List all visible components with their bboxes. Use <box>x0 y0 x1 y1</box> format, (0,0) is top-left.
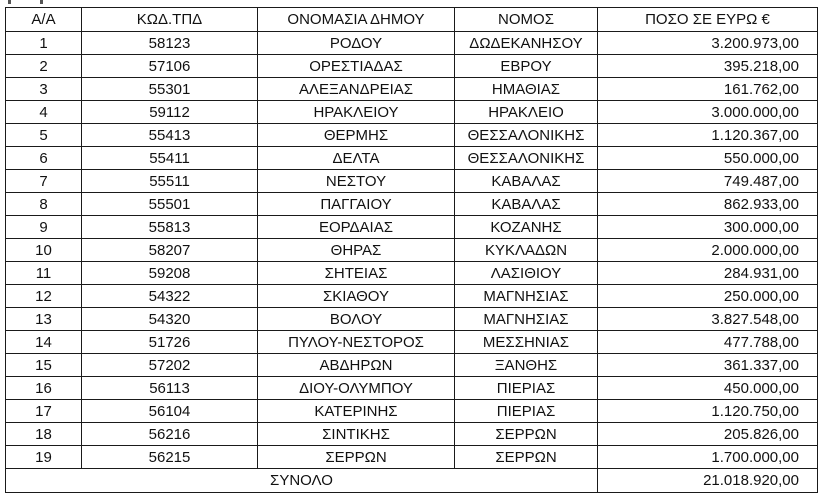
row-code: 55413 <box>82 124 258 147</box>
row-prefecture: ΜΑΓΝΗΣΙΑΣ <box>455 285 598 308</box>
row-prefecture: ΚΟΖΑΝΗΣ <box>455 216 598 239</box>
row-prefecture: ΠΙΕΡΙΑΣ <box>455 400 598 423</box>
row-aa: 16 <box>6 377 82 400</box>
row-amount: 161.762,00 <box>598 78 818 101</box>
row-municipality: ΝΕΣΤΟΥ <box>258 170 455 193</box>
header-code: ΚΩΔ.ΤΠΔ <box>82 8 258 32</box>
row-code: 58123 <box>82 32 258 55</box>
row-aa: 15 <box>6 354 82 377</box>
row-code: 57202 <box>82 354 258 377</box>
table-row <box>6 285 818 308</box>
row-aa: 10 <box>6 239 82 262</box>
row-code: 57106 <box>82 55 258 78</box>
row-amount: 3.000.000,00 <box>598 101 818 124</box>
municipality-funding-table <box>5 7 818 493</box>
row-aa: 4 <box>6 101 82 124</box>
row-aa: 12 <box>6 285 82 308</box>
row-municipality: ΗΡΑΚΛΕΙΟΥ <box>258 101 455 124</box>
table-row <box>6 308 818 331</box>
total-amount: 21.018.920,00 <box>598 469 818 493</box>
row-aa: 9 <box>6 216 82 239</box>
row-amount: 1.700.000,00 <box>598 446 818 469</box>
table-row <box>6 78 818 101</box>
table-row <box>6 32 818 55</box>
row-code: 55813 <box>82 216 258 239</box>
total-row <box>6 469 818 493</box>
table-row <box>6 423 818 446</box>
row-code: 56104 <box>82 400 258 423</box>
fragment-mark <box>40 0 43 4</box>
row-aa: 19 <box>6 446 82 469</box>
row-municipality: ΣΕΡΡΩΝ <box>258 446 455 469</box>
row-code: 54320 <box>82 308 258 331</box>
table-row <box>6 354 818 377</box>
header-amount: ΠΟΣΟ ΣΕ ΕΥΡΩ € <box>598 8 818 32</box>
table-row <box>6 239 818 262</box>
row-municipality: ΔΙΟΥ-ΟΛΥΜΠΟΥ <box>258 377 455 400</box>
row-amount: 205.826,00 <box>598 423 818 446</box>
row-prefecture: ΣΕΡΡΩΝ <box>455 446 598 469</box>
table-row <box>6 216 818 239</box>
row-code: 54322 <box>82 285 258 308</box>
row-municipality: ΑΛΕΞΑΝΔΡΕΙΑΣ <box>258 78 455 101</box>
row-municipality: ΒΟΛΟΥ <box>258 308 455 331</box>
row-code: 51726 <box>82 331 258 354</box>
row-aa: 3 <box>6 78 82 101</box>
row-amount: 550.000,00 <box>598 147 818 170</box>
row-prefecture: ΗΡΑΚΛΕΙΟ <box>455 101 598 124</box>
row-amount: 250.000,00 <box>598 285 818 308</box>
row-municipality: ΑΒΔΗΡΩΝ <box>258 354 455 377</box>
row-aa: 14 <box>6 331 82 354</box>
table-row <box>6 400 818 423</box>
row-municipality: ΔΕΛΤΑ <box>258 147 455 170</box>
row-amount: 395.218,00 <box>598 55 818 78</box>
table-row <box>6 101 818 124</box>
row-amount: 300.000,00 <box>598 216 818 239</box>
row-municipality: ΚΑΤΕΡΙΝΗΣ <box>258 400 455 423</box>
row-prefecture: ΜΑΓΝΗΣΙΑΣ <box>455 308 598 331</box>
table-row <box>6 55 818 78</box>
row-prefecture: ΞΑΝΘΗΣ <box>455 354 598 377</box>
row-aa: 7 <box>6 170 82 193</box>
row-prefecture: ΚΑΒΑΛΑΣ <box>455 170 598 193</box>
table-row <box>6 170 818 193</box>
row-municipality: ΘΕΡΜΗΣ <box>258 124 455 147</box>
row-municipality: ΘΗΡΑΣ <box>258 239 455 262</box>
row-prefecture: ΗΜΑΘΙΑΣ <box>455 78 598 101</box>
total-label: ΣΥΝΟΛΟ <box>6 469 598 493</box>
fragment-mark <box>8 0 11 4</box>
row-code: 55411 <box>82 147 258 170</box>
table-row <box>6 377 818 400</box>
row-aa: 5 <box>6 124 82 147</box>
row-amount: 3.200.973,00 <box>598 32 818 55</box>
row-prefecture: ΔΩΔΕΚΑΝΗΣΟΥ <box>455 32 598 55</box>
row-prefecture: ΕΒΡΟΥ <box>455 55 598 78</box>
table-row <box>6 193 818 216</box>
row-prefecture: ΚΑΒΑΛΑΣ <box>455 193 598 216</box>
row-code: 55511 <box>82 170 258 193</box>
row-code: 56113 <box>82 377 258 400</box>
row-code: 55501 <box>82 193 258 216</box>
row-aa: 8 <box>6 193 82 216</box>
row-municipality: ΣΚΙΑΘΟΥ <box>258 285 455 308</box>
row-amount: 1.120.367,00 <box>598 124 818 147</box>
row-prefecture: ΘΕΣΣΑΛΟΝΙΚΗΣ <box>455 147 598 170</box>
table-row <box>6 446 818 469</box>
row-code: 55301 <box>82 78 258 101</box>
row-amount: 3.827.548,00 <box>598 308 818 331</box>
row-amount: 477.788,00 <box>598 331 818 354</box>
row-municipality: ΣΙΝΤΙΚΗΣ <box>258 423 455 446</box>
cropped-text-fragment <box>0 0 60 6</box>
row-prefecture: ΘΕΣΣΑΛΟΝΙΚΗΣ <box>455 124 598 147</box>
row-municipality: ΕΟΡΔΑΙΑΣ <box>258 216 455 239</box>
header-prefecture: ΝΟΜΟΣ <box>455 8 598 32</box>
row-code: 58207 <box>82 239 258 262</box>
row-prefecture: ΜΕΣΣΗΝΙΑΣ <box>455 331 598 354</box>
row-aa: 11 <box>6 262 82 285</box>
row-prefecture: ΚΥΚΛΑΔΩΝ <box>455 239 598 262</box>
row-code: 56215 <box>82 446 258 469</box>
row-municipality: ΠΥΛΟΥ-ΝΕΣΤΟΡΟΣ <box>258 331 455 354</box>
row-municipality: ΟΡΕΣΤΙΑΔΑΣ <box>258 55 455 78</box>
row-code: 59208 <box>82 262 258 285</box>
row-municipality: ΠΑΓΓΑΙΟΥ <box>258 193 455 216</box>
table-row <box>6 331 818 354</box>
row-aa: 1 <box>6 32 82 55</box>
table-row <box>6 124 818 147</box>
row-aa: 18 <box>6 423 82 446</box>
row-municipality: ΣΗΤΕΙΑΣ <box>258 262 455 285</box>
header-row <box>6 8 818 32</box>
table-row <box>6 262 818 285</box>
table-row <box>6 147 818 170</box>
row-prefecture: ΣΕΡΡΩΝ <box>455 423 598 446</box>
row-aa: 6 <box>6 147 82 170</box>
header-aa: Α/Α <box>6 8 82 32</box>
row-code: 56216 <box>82 423 258 446</box>
row-prefecture: ΛΑΣΙΘΙΟΥ <box>455 262 598 285</box>
row-municipality: ΡΟΔΟΥ <box>258 32 455 55</box>
row-code: 59112 <box>82 101 258 124</box>
row-amount: 749.487,00 <box>598 170 818 193</box>
header-municipality: ΟΝΟΜΑΣΙΑ ΔΗΜΟΥ <box>258 8 455 32</box>
row-aa: 2 <box>6 55 82 78</box>
row-amount: 1.120.750,00 <box>598 400 818 423</box>
row-aa: 17 <box>6 400 82 423</box>
row-amount: 450.000,00 <box>598 377 818 400</box>
row-amount: 862.933,00 <box>598 193 818 216</box>
row-amount: 361.337,00 <box>598 354 818 377</box>
row-aa: 13 <box>6 308 82 331</box>
row-prefecture: ΠΙΕΡΙΑΣ <box>455 377 598 400</box>
row-amount: 284.931,00 <box>598 262 818 285</box>
row-amount: 2.000.000,00 <box>598 239 818 262</box>
